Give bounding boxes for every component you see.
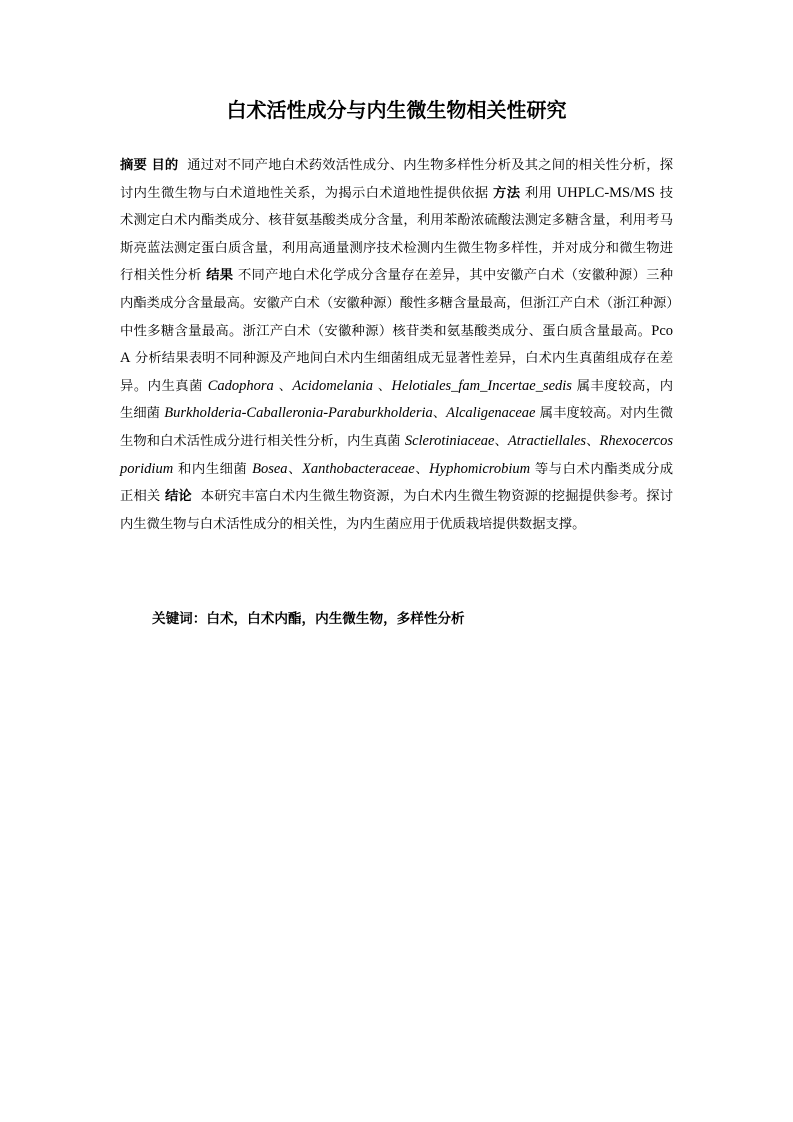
fungus-helotiales: Helotiales_fam_Incertae_sedis	[391, 377, 572, 394]
bacterium-bosea: Bosea	[252, 460, 288, 477]
bacterium-burkholderia: Burkholderia-Caballeronia-Paraburkholderia	[164, 405, 433, 422]
separator: 、	[494, 433, 508, 449]
keywords-line	[152, 606, 673, 632]
results-text-3: 属丰度较高，内生细菌	[120, 378, 673, 422]
keywords-text: 白术，白术内酯，内生微生物，多样性分析	[206, 611, 465, 627]
results-text-2: 分析结果表明不同种源及产地间白术内生细菌组成无显著性差异，白术内生真菌组成存在差异。内生真菌	[120, 351, 673, 394]
results-text-6: 等与白术内酯类成分成正相关	[120, 461, 673, 505]
separator: 、	[278, 378, 293, 394]
separator: 、	[432, 406, 447, 422]
methods-text-2: 技术测定白术内酯类成分、核苷氨基酸类成分含量，利用苯酚浓硫酸法测定多糖含量，利用考马斯亮蓝法测定蛋白质含量，利用高通量测序技术检测内生微生物多样性，并对成分和微生物进行相关性分析	[120, 185, 673, 284]
methods-text-1: 利用	[524, 185, 553, 201]
methods-label: 方法	[493, 185, 521, 201]
conclusion-label: 结论	[164, 489, 192, 505]
paper-title: 白术活性成分与内生微生物相关性研究	[226, 98, 567, 122]
abstract-paragraph	[120, 152, 673, 538]
separator: 、	[377, 378, 392, 394]
conclusion-text: 本研究丰富白术内生微生物资源，为白术内生微生物资源的挖掘提供参考。探讨内生微生物与白术活性成分的相关性，为内生菌应用于优质栽培提供数据支撑。	[120, 489, 674, 532]
separator: 、	[287, 461, 302, 477]
results-text-1: 不同产地白术化学成分含量存在差异，其中安徽产白术（安徽种源）三种内酯类成分含量最高。安徽产白术（安徽种源）酸性多糖含量最高，但浙江产白术（浙江种源）中性多糖含量最高。浙江产白术（安徽种源）核苷类和氨基酸类成分、蛋白质含量最高。	[120, 268, 674, 339]
keywords-label: 关键词：	[152, 611, 207, 627]
methods-technique: UHPLC-MS/MS	[556, 184, 656, 201]
results-pcoa: PcoA	[120, 322, 673, 367]
results-label: 结果	[206, 268, 234, 284]
objective-label: 目的	[151, 158, 179, 173]
bacterium-hyphomicrobium: Hyphomicrobium	[429, 460, 531, 477]
fungus-rhexocercosporidium: Rhexocercosporidium	[120, 432, 674, 477]
fungus-cadophora: Cadophora	[207, 377, 274, 394]
fungus-acidomelania: Acidomelania	[292, 377, 373, 394]
separator: 、	[414, 461, 430, 477]
results-text-5: 和内生细菌	[177, 461, 248, 477]
results-text-4: 属丰度较高。对内生微生物和白术活性成分进行相关性分析，内生真菌	[120, 406, 673, 449]
bacterium-alcaligenaceae: Alcaligenaceae	[446, 405, 536, 422]
fungus-atractiellales: Atractiellales	[507, 432, 587, 449]
objective-text: 通过对不同产地白术药效活性成分、内生物多样性分析及其之间的相关性分析，探讨内生微生物与白术道地性关系，为揭示白术道地性提供依据	[120, 158, 674, 201]
abstract-label: 摘要	[120, 158, 147, 173]
fungus-sclerotiniaceae: Sclerotiniaceae	[404, 432, 495, 449]
bacterium-xanthobacteraceae: Xanthobacteraceae	[301, 460, 415, 477]
separator: 、	[586, 433, 600, 449]
